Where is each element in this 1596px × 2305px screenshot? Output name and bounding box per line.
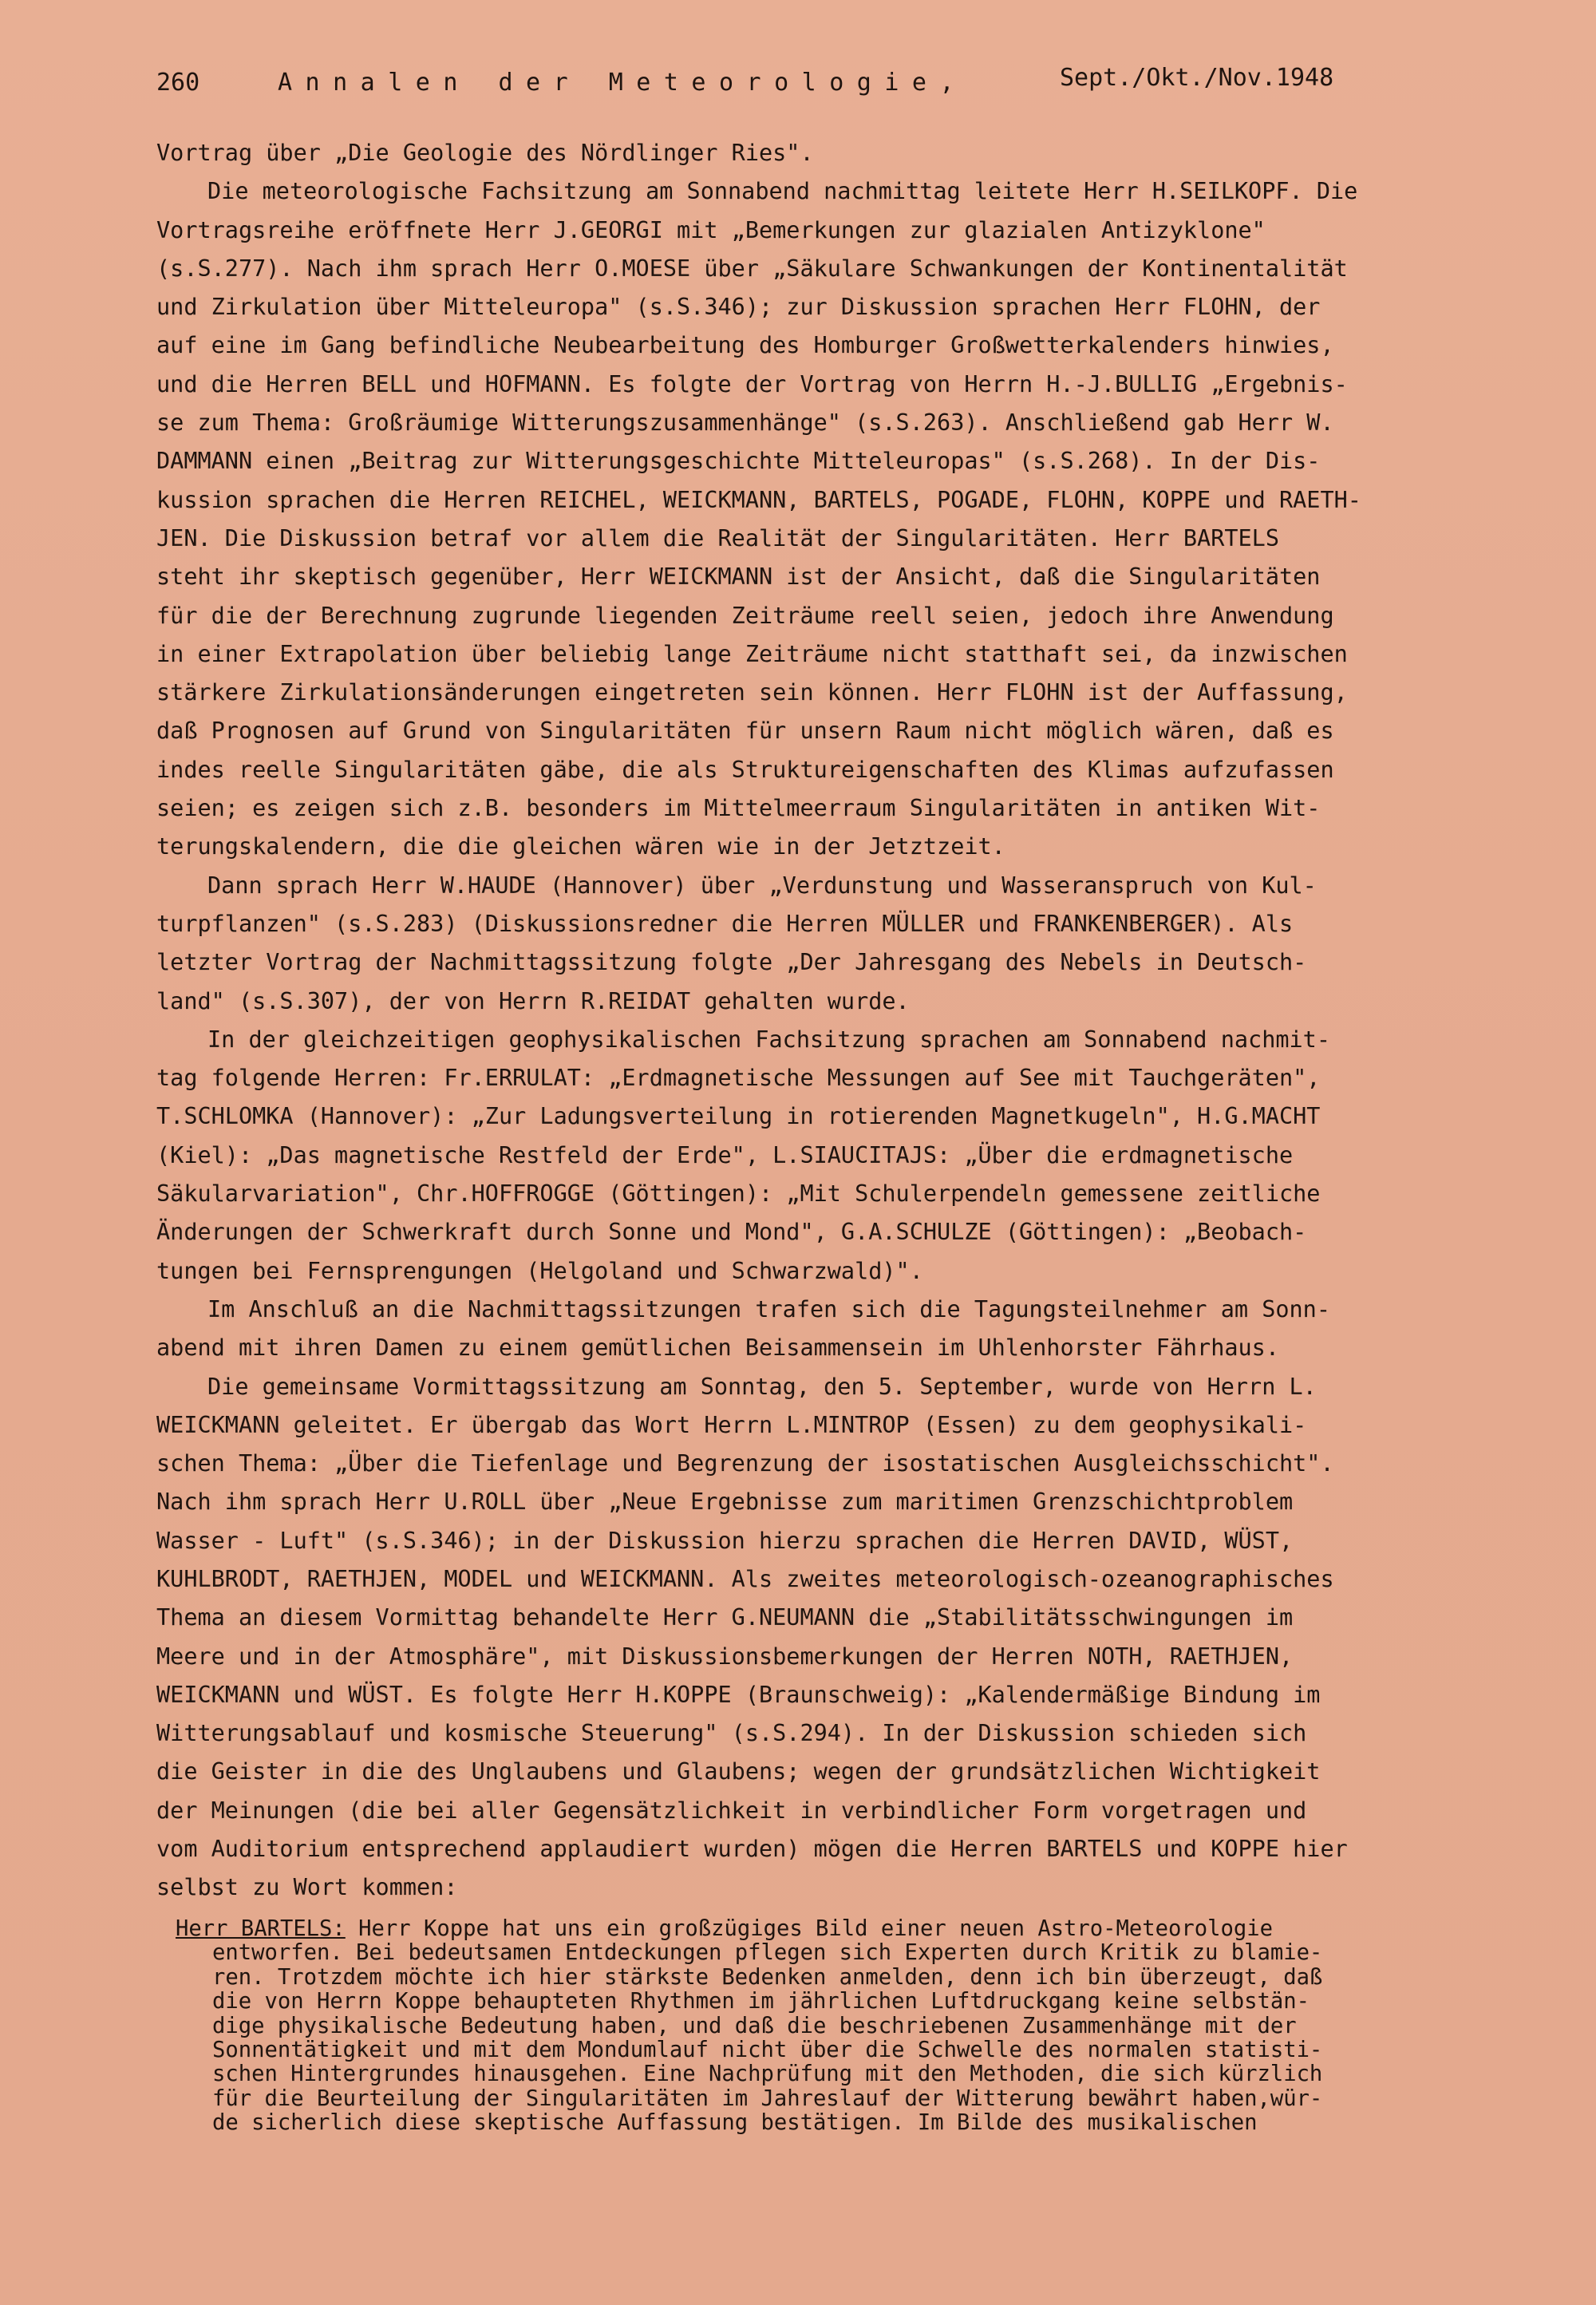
text-line: turpflanzen" (s.S.283) (Diskussionsredner die Herren MÜLLER und FRANKENBERGER). Als [156, 910, 1294, 937]
text-line: Wasser - Luft" (s.S.346); in der Diskussion hierzu sprachen die Herren DAVID, WÜST, [156, 1527, 1294, 1554]
remark-line: ren. Trotzdem möchte ich hier stärkste Bedenken anmelden, denn ich bin überzeugt, daß [212, 1965, 1323, 1990]
page-header [156, 64, 1385, 109]
text-line: Im Anschluß an die Nachmittagssitzungen trafen sich die Tagungsteilnehmer am Sonn- [207, 1295, 1330, 1323]
page-number: 260 [156, 69, 200, 97]
text-line: In der gleichzeitigen geophysikalischen Fachsitzung sprachen am Sonnabend nachmit- [207, 1026, 1330, 1053]
remark-line: schen Hintergrundes hinausgehen. Eine Nachprüfung mit den Methoden, die sich kürzlich [212, 2062, 1323, 2087]
text-line: Dann sprach Herr W.HAUDE (Hannover) über „Verdunstung und Wasseranspruch von Kul- [207, 872, 1317, 899]
remark-line: die von Herrn Koppe behaupteten Rhythmen im jährlichen Luftdruckgang keine selbstän- [212, 1990, 1310, 2014]
text-line: tag folgende Herren: Fr.ERRULAT: „Erdmagnetische Messungen auf See mit Tauchgeräten", [156, 1065, 1321, 1092]
text-line: seien; es zeigen sich z.B. besonders im Mittelmeerraum Singularitäten in antiken Wit- [156, 795, 1321, 822]
text-line: in einer Extrapolation über beliebig lange Zeiträume nicht statthaft sei, da inzwischen [156, 640, 1348, 667]
text-line: T.SCHLOMKA (Hannover): „Zur Ladungsverteilung in rotierenden Magnetkugeln", H.G.MACHT [156, 1103, 1321, 1130]
remark-line: Sonnentätigkeit und mit dem Mondumlauf nicht über die Schwelle des normalen statisti- [212, 2038, 1323, 2062]
text-line: schen Thema: „Über die Tiefenlage und Begrenzung der isostatischen Ausgleichsschicht". [156, 1450, 1334, 1477]
journal-title: Annalen der Meteorologie, [278, 69, 968, 97]
text-line: Änderungen der Schwerkraft durch Sonne und Mond", G.A.SCHULZE (Göttingen): „Beobach- [156, 1219, 1307, 1246]
speaker-label: Herr BARTELS: [176, 1917, 346, 1941]
text-line: Die meteorologische Fachsitzung am Sonnabend nachmittag leitete Herr H.SEILKOPF. Die [207, 178, 1358, 205]
text-line: Vortragsreihe eröffnete Herr J.GEORGI mit „Bemerkungen zur glazialen Antizyklone" [156, 216, 1266, 243]
text-line: und Zirkulation über Mitteleuropa" (s.S.346); zur Diskussion sprachen Herr FLOHN, der [156, 294, 1321, 321]
text-line: Meere und in der Atmosphäre", mit Diskussionsbemerkungen der Herren NOTH, RAETHJEN, [156, 1643, 1294, 1670]
text-line: (s.S.277). Nach ihm sprach Herr O.MOESE über „Säkulare Schwankungen der Kontinentalität [156, 255, 1348, 282]
text-line: und die Herren BELL und HOFMANN. Es folgte der Vortrag von Herrn H.-J.BULLIG „Ergebnis- [156, 370, 1348, 397]
text-line: WEICKMANN und WÜST. Es folgte Herr H.KOPPE (Braunschweig): „Kalendermäßige Bindung im [156, 1681, 1321, 1708]
text-line: KUHLBRODT, RAETHJEN, MODEL und WEICKMANN. Als zweites meteorologisch-ozeanographisches [156, 1565, 1334, 1592]
text-line: daß Prognosen auf Grund von Singularitäten für unsern Raum nicht möglich wären, daß es [156, 718, 1334, 745]
text-line: für die der Berechnung zugrunde liegenden Zeiträume reell seien, jedoch ihre Anwendung [156, 602, 1334, 629]
text-line: steht ihr skeptisch gegenüber, Herr WEICKMANN ist der Ansicht, daß die Singularitäten [156, 563, 1321, 591]
text-line: JEN. Die Diskussion betraf vor allem die Realität der Singularitäten. Herr BARTELS [156, 524, 1279, 552]
remark-line [176, 1917, 1532, 1941]
text-line: letzter Vortrag der Nachmittagssitzung folgte „Der Jahresgang des Nebels in Deutsch- [156, 949, 1307, 976]
text-line: se zum Thema: Großräumige Witterungszusammenhänge" (s.S.263). Anschließend gab Herr W. [156, 409, 1334, 437]
text-line: land" (s.S.307), der von Herrn R.REIDAT gehalten wurde. [156, 987, 910, 1014]
remark-line: de sicherlich diese skeptische Auffassung bestätigen. Im Bilde des musikalischen [212, 2111, 1258, 2136]
text-line: DAMMANN einen „Beitrag zur Witterungsgeschichte Mitteleuropas" (s.S.268). In der Dis- [156, 448, 1321, 475]
text-line: selbst zu Wort kommen: [156, 1874, 458, 1901]
text-line: indes reelle Singularitäten gäbe, die als Struktureigenschaften des Klimas aufzufassen [156, 756, 1334, 783]
text-line: auf eine im Gang befindliche Neubearbeitung des Homburger Großwetterkalenders hinwies, [156, 332, 1334, 359]
text-line: stärkere Zirkulationsänderungen eingetreten sein können. Herr FLOHN ist der Auffassung, [156, 679, 1348, 706]
text-line: terungskalendern, die die gleichen wären wie in der Jetztzeit. [156, 833, 1005, 860]
text-line: kussion sprachen die Herren REICHEL, WEICKMANN, BARTELS, POGADE, FLOHN, KOPPE und RAETH- [156, 486, 1361, 513]
text-line: Die gemeinsame Vormittagssitzung am Sonntag, den 5. September, wurde von Herrn L. [207, 1373, 1317, 1400]
remark-line: entworfen. Bei bedeutsamen Entdeckungen pflegen sich Experten durch Kritik zu blamie- [212, 1941, 1323, 1966]
text-line: die Geister in die des Unglaubens und Glaubens; wegen der grundsätzlichen Wichtigkeit [156, 1758, 1321, 1785]
text-line: abend mit ihren Damen zu einem gemütlichen Beisammensein im Uhlenhorster Fährhaus. [156, 1334, 1279, 1362]
text-line: Witterungsablauf und kosmische Steuerung" (s.S.294). In der Diskussion schieden sich [156, 1720, 1307, 1747]
remark-line: für die Beurteilung der Singularitäten im Jahreslauf der Witterung bewährt haben,wür- [212, 2086, 1323, 2111]
text-line: WEICKMANN geleitet. Er übergab das Wort Herrn L.MINTROP (Essen) zu dem geophysikali- [156, 1411, 1307, 1438]
text-line: Säkularvariation", Chr.HOFFROGGE (Göttingen): „Mit Schulerpendeln gemessene zeitliche [156, 1180, 1321, 1208]
text-line: Vortrag über „Die Geologie des Nördlinger Ries". [156, 140, 814, 166]
remark-first-line: Herr Koppe hat uns ein großzügiges Bild einer neuen Astro-Meteorologie [345, 1917, 1273, 1941]
body-text [156, 134, 1545, 1908]
text-line: Nach ihm sprach Herr U.ROLL über „Neue Ergebnisse zum maritimen Grenzschichtproblem [156, 1489, 1294, 1516]
text-line: der Meinungen (die bei aller Gegensätzlichkeit in verbindlicher Form vorgetragen und [156, 1797, 1307, 1824]
issue-dateline: Sept./Okt./Nov.1948 [1060, 64, 1334, 92]
remark-line: dige physikalische Bedeutung haben, und daß die beschriebenen Zusammenhänge mit der [212, 2014, 1297, 2038]
discussion-remarks [176, 1917, 1532, 2136]
text-line: vom Auditorium entsprechend applaudiert wurden) mögen die Herren BARTELS und KOPPE hier [156, 1836, 1348, 1863]
text-line: (Kiel): „Das magnetische Restfeld der Erde", L.SIAUCITAJS: „Über die erdmagnetische [156, 1141, 1294, 1168]
text-line: Thema an diesem Vormittag behandelte Herr G.NEUMANN die „Stabilitätsschwingungen im [156, 1604, 1294, 1631]
text-line: tungen bei Fernsprengungen (Helgoland und Schwarzwald)". [156, 1257, 923, 1284]
